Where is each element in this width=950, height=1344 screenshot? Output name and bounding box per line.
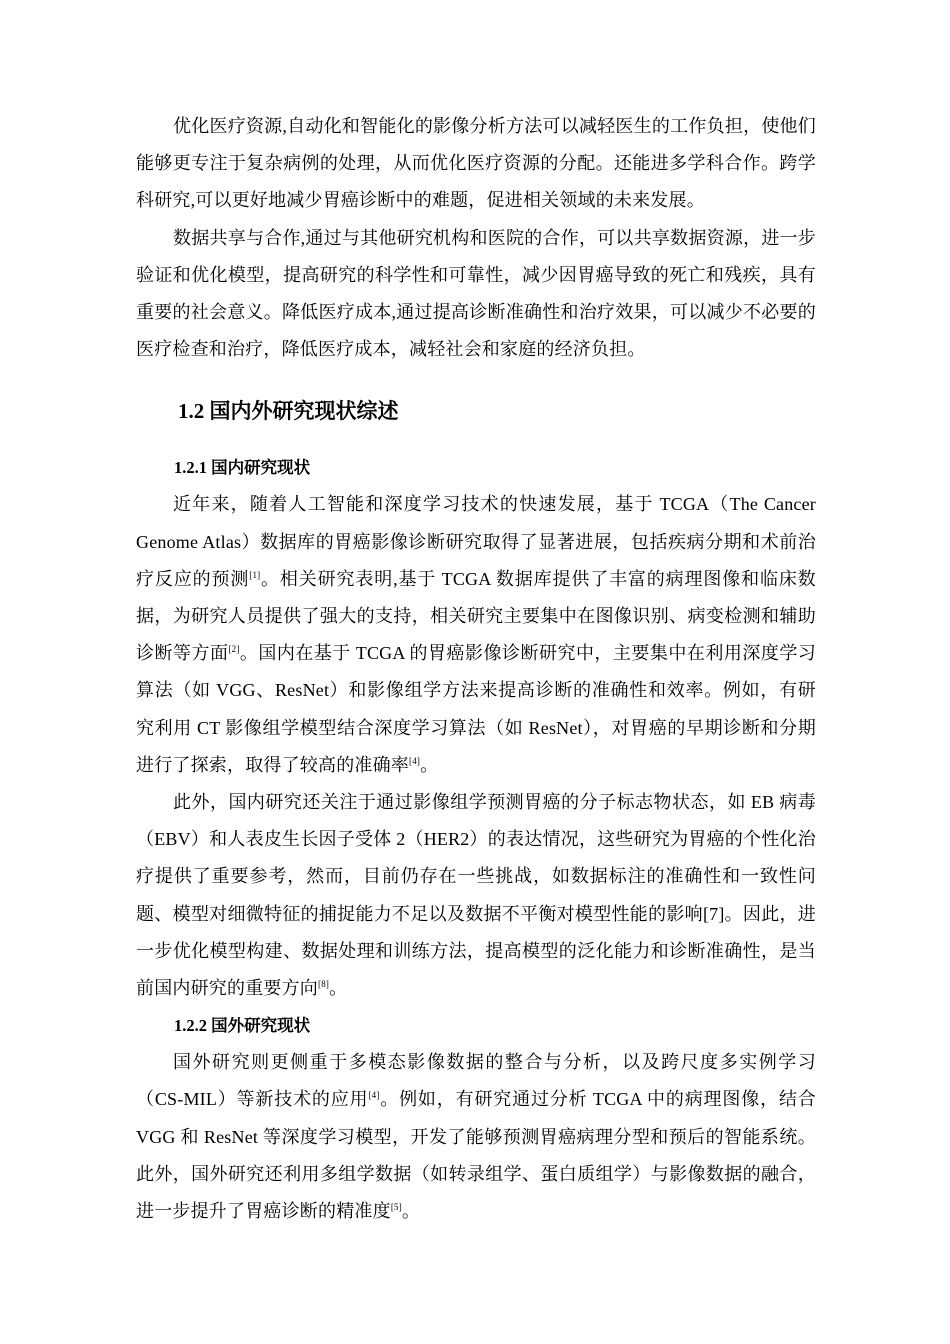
text-run: 。 [401, 1201, 421, 1222]
paragraph-optimize-resources: 优化医疗资源,自动化和智能化的影像分析方法可以减轻医生的工作负担，使他们能够更专注于复杂病例的处理，从而优化医疗资源的分配。还能进多学科合作。跨学科研究,可以更好地减少胃癌诊断中的难题，促进相关领域的未来发展。 [136, 116, 816, 211]
text-run: 。例如，有研究通过分析 TCGA 中的病理图像，结合 VGG 和 ResNet 等深度学习模型，开发了能够预测胃癌病理分型和预后的智能系统。此外，国外研究还利用多组学数据（如转录组学、蛋白质组学）与影像数据的融合，进一步提升了胃癌诊断的精准度 [136, 1089, 816, 1222]
citation-ref: [2] [228, 644, 240, 655]
section-heading-1-2: 1.2 国内外研究现状综述 [178, 399, 399, 424]
citation-ref: [8] [318, 979, 330, 990]
document-page [136, 108, 816, 1230]
subsection-heading-1-2-1: 1.2.1 国内研究现状 [174, 458, 311, 478]
citation-ref: [1] [249, 569, 261, 580]
text-run: 。 [329, 978, 348, 999]
paragraph-data-sharing: 数据共享与合作,通过与其他研究机构和医院的合作，可以共享数据资源，进一步验证和优化模型，提高研究的科学性和可靠性，减少因胃癌导致的死亡和残疾，具有重要的社会意义。降低医疗成本,通过提高诊断准确性和治疗效果，可以减少不必要的医疗检查和治疗，降低医疗成本，减轻社会和家庭的经济负担。 [136, 227, 816, 360]
citation-ref: [4] [368, 1090, 380, 1101]
text-run: 。相关研究表明,基于 TCGA 数据库提供了丰富的病理图像和临床数据，为研究人员提供了强大的支持，相关研究主要集中在图像识别、病变检测和辅助诊断等方面 [136, 568, 816, 664]
citation-ref: [5] [390, 1202, 402, 1213]
text-run: 。 [420, 754, 439, 775]
text-run: 此外，国内研究还关注于通过影像组学预测胃癌的分子标志物状态，如 EB 病毒（EBV）和人表皮生长因子受体 2（HER2）的表达情况，这些研究为胃癌的个性化治疗提供了重要参考，然而，目前仍存在一些挑战，如数据标注的准确性和一致性问题、模型对细微特征的捕捉能力不足以及数据不平衡对模型性能的影响[7]。因此，进一步优化模型构建、数据处理和训练方法，提高模型的泛化能力和诊断准确性，是当前国内研究的重要方向 [136, 792, 816, 999]
citation-ref: [4] [409, 755, 421, 766]
text-run: 近年来，随着人工智能和深度学习技术的快速发展，基于 TCGA（The Cancer Genome Atlas）数据库的胃癌影像诊断研究取得了显著进展，包括疾病分期和术前治疗反应的预测 [136, 494, 816, 589]
text-run: 国外研究则更侧重于多模态影像数据的整合与分析，以及跨尺度多实例学习（CS-MIL）等新技术的应用 [136, 1052, 816, 1110]
subsection-heading-1-2-2: 1.2.2 国外研究现状 [174, 1016, 311, 1036]
paragraph-domestic-1 [136, 486, 816, 784]
paragraph-domestic-2 [136, 784, 816, 1007]
text-run: 。国内在基于 TCGA 的胃癌影像诊断研究中，主要集中在利用深度学习算法（如 VGG、ResNet）和影像组学方法来提高诊断的准确性和效率。例如，有研究利用 CT 影像组学模型结合深度学习算法（如 ResNet），对胃癌的早期诊断和分期进行了探索，取得了较高的准确率 [136, 643, 817, 775]
paragraph-foreign-1 [136, 1044, 816, 1230]
